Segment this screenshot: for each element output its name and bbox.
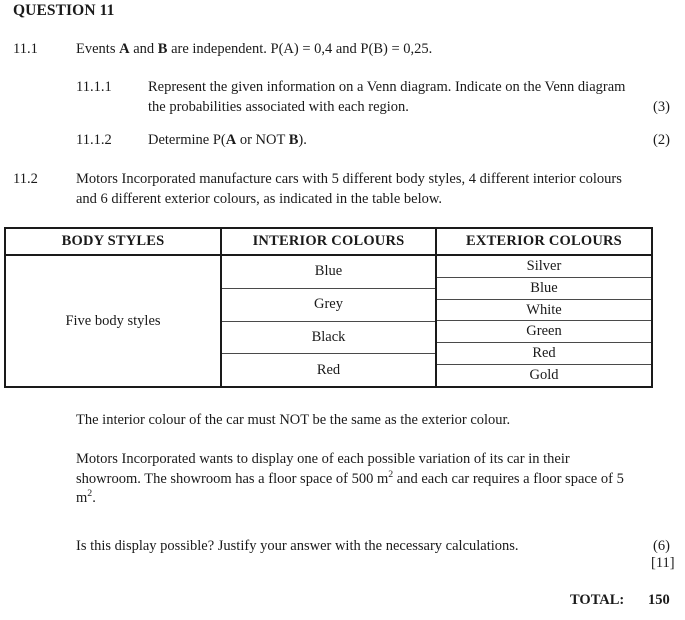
- table-cell-interior-colour: Blue: [222, 256, 435, 289]
- table-column-exterior-colours: [437, 229, 651, 386]
- question-11-1-2-text: [148, 131, 636, 151]
- question-11-2-text: Motors Incorporated manufacture cars with 5 different body styles, 4 different interior colours and 6 different exterior colours, as indicated in the table below.: [76, 171, 622, 207]
- question-11-1-text: [76, 40, 633, 60]
- marks-11-1-1: (3): [653, 99, 670, 115]
- showroom-text-part1: Motors Incorporated wants to display one of each possible variation of its car in their showroom. The showroom has a floor space of 500 m: [76, 451, 570, 487]
- marks-final: (6): [653, 538, 670, 554]
- q11-1-2-suffix: ).: [298, 132, 307, 148]
- q11-1-2-prefix: Determine P(: [148, 132, 226, 148]
- total-value: 150: [648, 592, 670, 608]
- showroom-text-part3: .: [92, 490, 96, 506]
- final-question-text: Is this display possible? Justify your answer with the necessary calculations.: [76, 538, 519, 554]
- interior-exterior-note: The interior colour of the car must NOT be the same as the exterior colour.: [76, 412, 511, 428]
- question-number: 11.1: [13, 41, 38, 57]
- q11-1-before: Events: [76, 41, 120, 57]
- table-column-exterior-cells: [437, 256, 651, 386]
- table-cell-exterior-colour: Green: [437, 321, 651, 343]
- question-11-1: [13, 40, 633, 60]
- table-cell-exterior-colour: Gold: [529, 367, 559, 384]
- square-metre-superscript: 2: [87, 488, 93, 500]
- event-b-label: B: [157, 41, 168, 57]
- table-cell-exterior-colour: Blue: [437, 278, 651, 300]
- question-total-marks: [11]: [651, 555, 675, 571]
- showroom-text-part2: and each car requires a floor space of 5 m: [76, 470, 624, 506]
- q11-1-mid: and: [129, 41, 158, 57]
- table-column-body-styles: [6, 229, 222, 386]
- question-number: 11.1.1: [76, 79, 112, 95]
- question-11-1-1: [76, 78, 636, 117]
- table-cell-interior-colour: Black: [222, 322, 435, 355]
- page-title: QUESTION 11: [13, 2, 115, 19]
- table-cell-exterior-colour: Red: [437, 343, 651, 365]
- table-cell-exterior-colour: White: [437, 300, 651, 322]
- table-cell-interior-colour: Grey: [222, 289, 435, 322]
- event-a-label: A: [119, 41, 130, 57]
- table-cell-body-style: Five body styles: [65, 312, 161, 329]
- car-options-table: [4, 227, 653, 388]
- question-number: 11.2: [13, 171, 38, 187]
- table-column-body-cells: [6, 256, 220, 386]
- question-11-1-2: [76, 131, 636, 151]
- event-b-label: B: [288, 132, 299, 148]
- showroom-paragraph: [76, 450, 632, 509]
- table-header-body-styles: BODY STYLES: [6, 229, 220, 256]
- table-cell-interior-colour: Red: [316, 361, 341, 378]
- q11-1-2-middle: or NOT: [236, 132, 289, 148]
- event-a-label: A: [225, 132, 237, 148]
- table-header-exterior-colours: EXTERIOR COLOURS: [437, 229, 651, 256]
- q11-1-after: are independent. P(A) = 0,4 and P(B) = 0,25.: [167, 41, 433, 57]
- table-header-interior-colours: INTERIOR COLOURS: [222, 229, 435, 256]
- table-cell-exterior-colour: Silver: [437, 256, 651, 278]
- marks-11-1-2: (2): [653, 132, 670, 148]
- table-column-interior-cells: [222, 256, 435, 386]
- total-label: TOTAL:: [570, 592, 625, 608]
- question-11-1-1-text: Represent the given information on a Venn diagram. Indicate on the Venn diagram the probabilities associated with each region.: [148, 79, 626, 115]
- square-metre-superscript: 2: [388, 468, 394, 480]
- table-column-interior-colours: [222, 229, 437, 386]
- question-number: 11.1.2: [76, 132, 112, 148]
- question-11-2: [13, 170, 625, 209]
